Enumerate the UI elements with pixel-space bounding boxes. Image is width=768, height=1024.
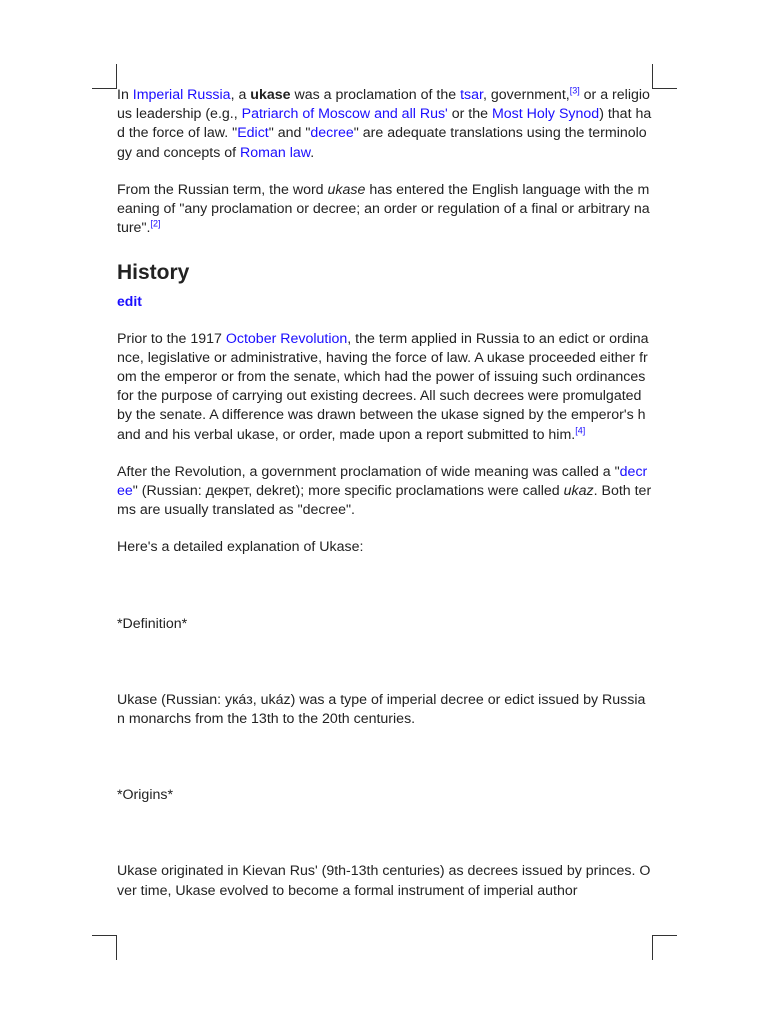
revolution-paragraph: After the Revolution, a government proclamation of wide meaning was called a "decree" (Russian: декрет, dekret); more specific proclamations were called ukaz. Both terms are usually translated as "decree". (117, 463, 652, 519)
link-decree-2[interactable]: decree (117, 463, 648, 500)
history-heading: History (117, 261, 190, 285)
crop-mark-top-left (92, 64, 117, 89)
link-roman-law[interactable]: Roman law (240, 144, 311, 161)
term-ukase: ukase (250, 87, 291, 103)
definition-label: *Definition* (117, 615, 188, 632)
citation-2[interactable]: [2] (150, 218, 161, 229)
crop-mark-bottom-left (92, 935, 117, 960)
link-edict[interactable]: Edict (237, 125, 269, 142)
crop-mark-top-right (652, 64, 677, 89)
origins-label: *Origins* (117, 787, 173, 804)
link-patriarch-of-moscow[interactable]: Patriarch of Moscow and all Rus' (241, 106, 448, 123)
document-page (117, 86, 652, 901)
link-october-revolution[interactable]: October Revolution (225, 330, 348, 347)
citation-3[interactable]: [3] (569, 85, 580, 96)
edit-section-link[interactable]: edit (117, 293, 142, 310)
intro-paragraph: In Imperial Russia, a ukase was a proclamation of the tsar, government,[3] or a religious leadership (e.g., Patriarch of Moscow and all Rus' or the Most Holy Synod) that had the force of law. "Edict" and "decree" are adequate translations using the terminology and concepts of Roman law. (117, 85, 652, 161)
origins-paragraph: Ukase originated in Kievan Rus' (9th-13th centuries) as decrees issued by princes. Over time, Ukase evolved to become a formal instrument of imperial author (117, 863, 651, 899)
link-most-holy-synod[interactable]: Most Holy Synod (491, 106, 600, 123)
etymology-paragraph: From the Russian term, the word ukase has entered the English language with the meaning of "any proclamation or decree; an order or regulation of a final or arbitrary nature".[2] (117, 181, 650, 237)
link-imperial-russia[interactable]: Imperial Russia (132, 87, 231, 103)
link-tsar[interactable]: tsar (460, 87, 483, 103)
explanation-intro: Here's a detailed explanation of Ukase: (117, 539, 364, 556)
definition-paragraph: Ukase (Russian: укáз, ukáz) was a type of imperial decree or edict issued by Russian monarchs from the 13th to the 20th centuries. (117, 691, 646, 728)
history-paragraph: Prior to the 1917 October Revolution, the term applied in Russia to an edict or ordinance, legislative or administrative, having the force of law. A ukase proceeded either from the emperor or from the senate, which had the power of issuing such ordinances for the purpose of carrying out existing decrees. All such decrees were promulgated by the senate. A difference was drawn between the ukase signed by the emperor's hand and his verbal ukase, or order, made upon a report submitted to him.[4] (117, 330, 649, 443)
citation-4[interactable]: [4] (575, 424, 586, 435)
link-decree[interactable]: decree (310, 125, 354, 142)
crop-mark-bottom-right (652, 935, 677, 960)
